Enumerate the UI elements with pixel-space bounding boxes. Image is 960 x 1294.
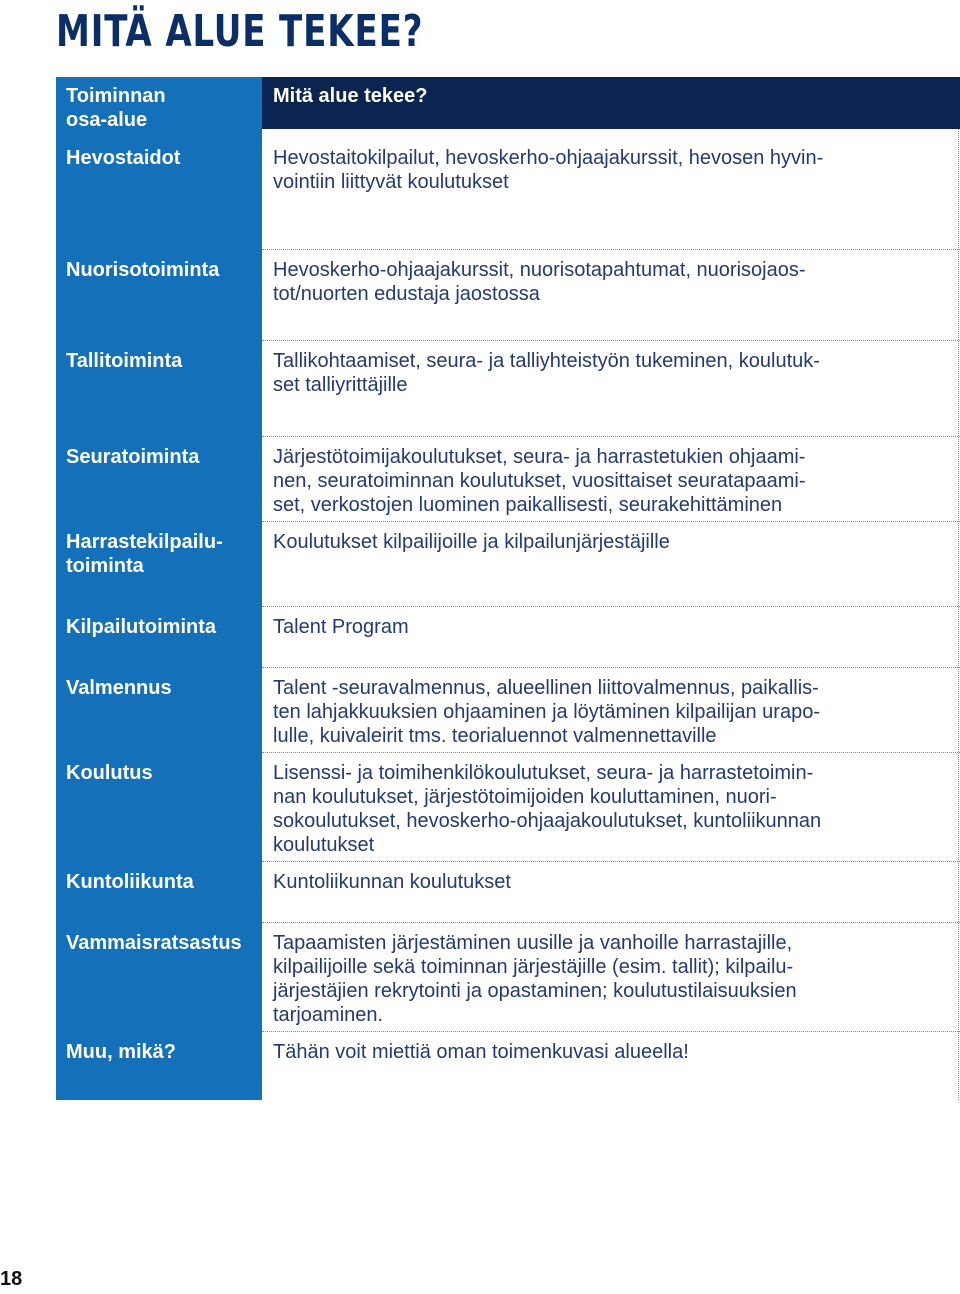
row-divider [262, 667, 960, 668]
row-label-harrastekilpailutoiminta: Harrastekilpailu- toiminta [66, 531, 223, 577]
row-label-koulutus: Koulutus [66, 762, 153, 784]
row-text-muu: Tähän voit miettiä oman toimenkuvasi alueella! [273, 1041, 689, 1063]
row-divider [262, 922, 960, 923]
row-label-seuratoiminta: Seuratoiminta [66, 446, 200, 468]
row-divider [262, 436, 960, 437]
row-text-kilpailutoiminta: Talent Program [273, 616, 409, 638]
header-description: Mitä alue tekee? [273, 85, 428, 107]
row-label-valmennus: Valmennus [66, 677, 172, 699]
row-divider [262, 521, 960, 522]
row-text-koulutus: Lisenssi- ja toimihenkilökoulutukset, seura- ja harrastetoimin- nan koulutukset, järjestötoimijoiden kouluttaminen, nuori- sokoulutukset, hevoskerho-ohjaajakoulutukset, kuntoliikunnan koulutukset [273, 762, 822, 856]
row-label-kuntoliikunta: Kuntoliikunta [66, 871, 194, 893]
row-divider [262, 752, 960, 753]
row-label-hevostaidot: Hevostaidot [66, 147, 181, 169]
row-label-muu: Muu, mikä? [66, 1041, 177, 1063]
row-divider [262, 340, 960, 341]
row-text-seuratoiminta: Järjestötoimijakoulutukset, seura- ja harrastetukien ohjaami- nen, seuratoiminnan koulutukset, vuosittaiset seuratapaami- set, verkostojen luominen paikallisesti, seurakehittäminen [273, 446, 806, 516]
row-label-vammaisratsastus: Vammaisratsastus [66, 932, 242, 954]
header-category: Toiminnan osa-alue [66, 85, 166, 131]
row-divider [262, 249, 960, 250]
row-divider [262, 861, 960, 862]
row-label-tallitoiminta: Tallitoiminta [66, 350, 183, 372]
row-text-tallitoiminta: Tallikohtaamiset, seura- ja talliyhteistyön tukeminen, koulutuk- set talliyrittäjille [273, 350, 820, 396]
row-label-kilpailutoiminta: Kilpailutoiminta [66, 616, 216, 638]
row-text-vammaisratsastus: Tapaamisten järjestäminen uusille ja vanhoille harrastajille, kilpailijoille sekä toiminnan järjestäjille (esim. tallit); kilpailu- järjestäjien rekrytointi ja opastaminen; koulutustilaisuuksien tarjoaminen. [273, 932, 797, 1026]
table-right-border [958, 129, 959, 1100]
row-text-valmennus: Talent -seuravalmennus, alueellinen liittovalmennus, paikallis- ten lahjakkuuksien ohjaaminen ja löytäminen kilpailijan urapo- lulle, kuivaleirit tms. teorialuennot valmennettaville [273, 677, 820, 747]
row-text-kuntoliikunta: Kuntoliikunnan koulutukset [273, 871, 511, 893]
row-text-harrastekilpailutoiminta: Koulutukset kilpailijoille ja kilpailunjärjestäjille [273, 531, 670, 553]
page-title: MITÄ ALUE TEKEE? [56, 6, 424, 57]
row-label-nuorisotoiminta: Nuorisotoiminta [66, 259, 220, 281]
page-number: 18 [0, 1268, 23, 1290]
row-divider [262, 606, 960, 607]
row-text-hevostaidot: Hevostaitokilpailut, hevoskerho-ohjaajakurssit, hevosen hyvin- vointiin liittyvät koulutukset [273, 147, 824, 193]
row-divider [262, 1031, 960, 1032]
row-text-nuorisotoiminta: Hevoskerho-ohjaajakurssit, nuorisotapahtumat, nuorisojaos- tot/nuorten edustaja jaostossa [273, 259, 806, 305]
